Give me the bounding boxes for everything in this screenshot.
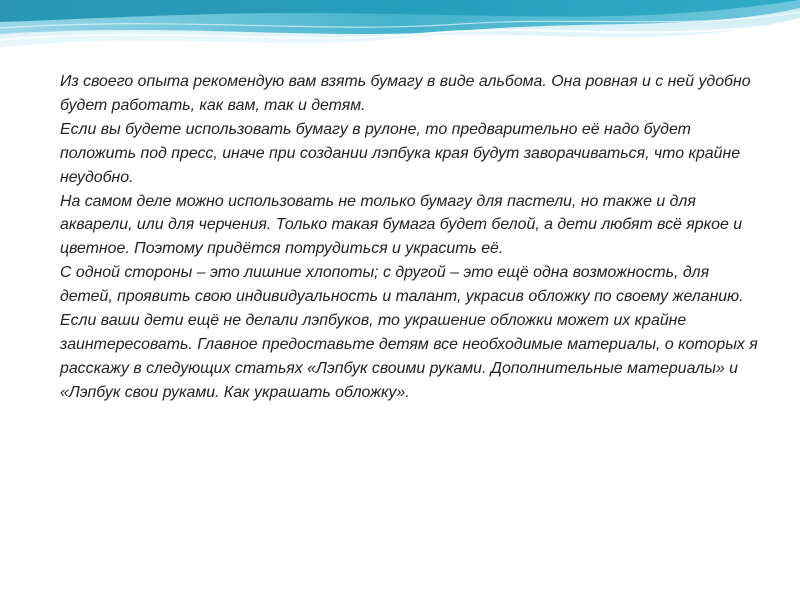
paragraph: Если вы будете использовать бумагу в рулоне, то предварительно её надо будет положить под пресс, иначе при создании лэпбука края будут заворачиваться, что крайне неудобно.	[60, 120, 741, 186]
paragraph: Из своего опыта рекомендую вам взять бумагу в виде альбома. Она ровная и с ней удобно будет работать, как вам, так и детям.	[60, 73, 751, 114]
article-text	[60, 70, 760, 405]
paragraph: С одной стороны – это лишние хлопоты; с другой – это ещё одна возможность, для детей, проявить свою индивидуальность и талант, украсив обложку по своему желанию.	[60, 264, 744, 306]
wave-header-decoration	[0, 0, 800, 75]
paragraph: Если ваши дети ещё не делали лэпбуков, то украшение обложки может их крайне заинтересовать. Главное предоставьте детям все необходимые материалы, о которых я расскажу в следующих статьях «Лэпбук своими руками. Дополнительные материалы» и «Лэпбук свои руками. Как украшать обложку».	[60, 312, 758, 401]
paragraph: На самом деле можно использовать не только бумагу для пастели, но также и для акварели, или для черчения. Только такая бумага будет белой, а дети любят всё яркое и цветное. Поэтому придётся потрудиться и украсить её.	[60, 192, 743, 258]
